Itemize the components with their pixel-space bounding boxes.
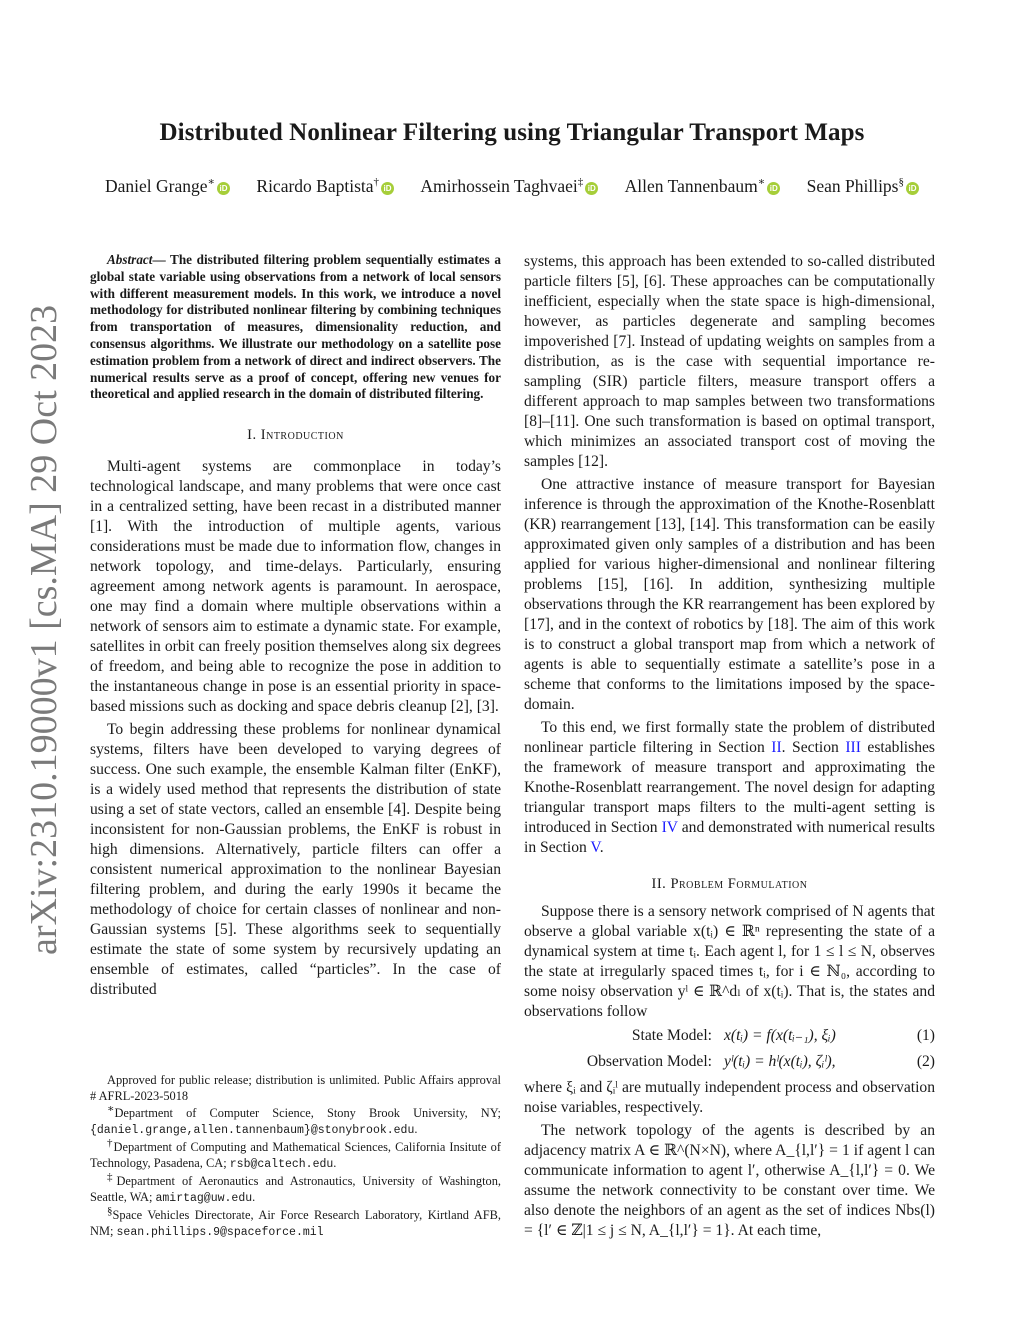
paragraph: systems, this approach has been extended to so-called distributed particle filters [5], [6]. These approaches can be computationally inefficient, especially when the state space is high-dimensional, however, as particles degenerate and sampling becomes impoverished [7]. Instead of updating weights on samples from a distribution, as is the case with sequential importance re-sampling (SIR) particle filters, measure transport offers a different approach to map samples between two transformations [8]–[11]. One such transformation is based on optimal transport, which minimizes an associated transport cost of moving the samples [12].: [524, 253, 935, 470]
text-run: To this end, we first formally state the problem of distributed nonlinear particle filtering in Section: [524, 719, 935, 756]
paragraph: To begin addressing these problems for nonlinear dynamical systems, filters have been developed to varying degrees of success. One such example, the ensemble Kalman filter (EnKF), is a widely used method that represents the distribution of state using a set of state vectors, called an ensemble [4]. Despite being inconsistent for non-Gaussian problems, the EnKF is robust in high dimensions. Alternatively, particle filters can offer a consistent numerical approximation to the nonlinear Bayesian filtering problem, and during the early 1990s it became the methodology of choice for certain classes of nonlinear and non-Gaussian systems [5]. These algorithms seek to sequentially estimate the state of some system by recursively updating an ensemble of estimates, called “particles”. In the case of distributed: [90, 721, 501, 999]
text-run: .: [333, 1155, 337, 1170]
equation-label: State Model:: [631, 1027, 712, 1044]
footnotes: [90, 1073, 501, 1242]
equation-observation-model: [524, 1052, 935, 1072]
affiliation-mark: ∗: [207, 176, 216, 189]
author-list: [0, 176, 1024, 197]
text-run: .: [414, 1121, 418, 1136]
footnote-affiliation: [90, 1204, 501, 1240]
paragraph: One attractive instance of measure transport for Bayesian inference is through the approximation of the Knothe-Rosenblatt (KR) rearrangement [13], [14]. This transformation can be easily approximated given only samples of a distribution and has been applied for various higher-dimensional and nonlinear filtering problems [15], [16]. In addition, synthesizing multiple observations through the KR rearrangement has been explored by [17], and in the context of robotics by [18]. The aim of this work is to construct a global transport map from which a network of agents is able to sequentially estimate a satellite’s pose in a scheme that conforms to the limitations imposed by the space-domain.: [524, 476, 935, 713]
orcid-icon[interactable]: iD: [381, 182, 394, 195]
footnote-affiliation: [90, 1170, 501, 1206]
equation-label: Observation Model:: [586, 1053, 712, 1070]
orcid-icon[interactable]: iD: [906, 182, 919, 195]
affiliation-mark: †: [373, 176, 380, 189]
section-link-ii[interactable]: II: [771, 739, 782, 756]
paper-title: Distributed Nonlinear Filtering using Triangular Transport Maps: [159, 119, 865, 146]
author: [625, 176, 781, 197]
affiliation-mark: §: [898, 176, 904, 189]
orcid-icon[interactable]: iD: [217, 182, 230, 195]
affiliation-mark: ‡: [577, 176, 584, 189]
email-link[interactable]: rsb@caltech.edu: [229, 1157, 334, 1171]
footnote-text: Department of Aeronautics and Astronautics, University of Washington, Seattle, WA;: [90, 1174, 501, 1204]
author: [256, 176, 394, 197]
email-link[interactable]: amirtag@uw.edu: [155, 1191, 253, 1205]
abstract: [90, 252, 501, 403]
author: [807, 176, 919, 197]
author-name: Sean Phillips: [806, 176, 899, 196]
footnote-mark: †: [107, 1136, 114, 1149]
section-link-v[interactable]: V: [590, 839, 600, 856]
affiliation-mark: ∗: [757, 176, 766, 189]
footnote-affiliation: [90, 1136, 502, 1172]
section-title: Problem Formulation: [670, 876, 808, 892]
text-run: and demonstrated with numerical results in Section: [524, 819, 935, 856]
abstract-text: The distributed filtering problem sequentially estimates a global state variable using observations from a network of local sensors with different measurement models. In this work, we introduce a novel methodology for distributed nonlinear filtering by combining techniques from transportation of measures, dimensionality reduction, and consensus algorithms. We illustrate our methodology on a satellite pose estimation problem from a network of direct and indirect observers. The numerical results serve as a proof of concept, offering new venues for theoretical and applied research in the domain of distributed filtering.: [90, 252, 502, 402]
footnote-affiliation: [90, 1102, 501, 1138]
section-title: Introduction: [260, 427, 344, 444]
text-run: .: [599, 839, 604, 856]
orcid-icon[interactable]: iD: [585, 182, 598, 195]
author-name: Amirhossein Taghvaei: [420, 176, 578, 196]
footnote-text: Department of Computing and Mathematical Sciences, California Insitute of Technology, Pasadena, CA;: [90, 1140, 502, 1170]
equation-state-model: [524, 1026, 935, 1046]
text-run: .: [252, 1189, 256, 1204]
section-heading-problem-formulation: [524, 874, 935, 894]
author: [105, 176, 230, 197]
paragraph: Suppose there is a sensory network comprised of N agents that observe a global variable x(tᵢ) ∈ ℝⁿ representing the state of a dynamical system at time tᵢ. Each agent l, for 1 ≤ l ≤ N, observes the state at irregularly spaced times tᵢ, for i ∈ ℕ₀, according to some noisy observation yˡ ∈ ℝ^dₗ of x(tᵢ). That is, the states and observations follow: [524, 903, 935, 1020]
author-name: Ricardo Baptista: [256, 176, 374, 196]
footnote-approval: Approved for public release; distribution is unlimited. Public Affairs approval # AFRL-2023-5018: [90, 1073, 501, 1103]
right-column: [524, 252, 935, 1244]
equation-number: (2): [916, 1053, 935, 1070]
equation-body: yˡ(tᵢ) = hˡ(x(tᵢ), ζᵢˡ),: [724, 1053, 836, 1070]
abstract-label: Abstract: [107, 252, 153, 267]
equation-number: (1): [916, 1027, 935, 1044]
footnote-mark: §: [107, 1204, 113, 1217]
paragraph: [524, 718, 935, 858]
paragraph: The network topology of the agents is described by an adjacency matrix A ∈ ℝ^(N×N), where A_{l,l′} = 1 if agent l can communicate information to agent l′, otherwise A_{l,l′} = 0. We assume the network connectivity to be constant over time. We also denote the neighbors of an agent as the set of indices Nbs(l) = {l′ ∈ ℤ|1 ≤ j ≤ N, A_{l,l′} = 1}. At each time,: [524, 1122, 935, 1239]
section-link-iii[interactable]: III: [845, 739, 861, 756]
arxiv-stamp-text: arXiv:2310.19000v1 [cs.MA] 29 Oct 2023: [23, 304, 65, 955]
footnote-text: Department of Computer Science, Stony Brook University, NY;: [114, 1106, 501, 1120]
left-column: [90, 252, 501, 1003]
section-link-iv[interactable]: IV: [661, 819, 678, 836]
footnote-text: Space Vehicles Directorate, Air Force Research Laboratory, Kirtland AFB, NM;: [90, 1208, 501, 1238]
orcid-icon[interactable]: iD: [767, 182, 780, 195]
section-number: II.: [651, 876, 667, 892]
text-run: . Section: [781, 739, 846, 756]
equation-body: x(tᵢ) = f(x(tᵢ₋₁), ξᵢ): [724, 1027, 836, 1044]
email-link[interactable]: {daniel.grange,allen.tannenbaum}@stonybrook.edu: [90, 1123, 415, 1137]
section-heading-introduction: [90, 425, 501, 445]
paragraph: Multi-agent systems are commonplace in today’s technological landscape, and many problems that were once cast in a centralized setting, have been recast in a distributed manner [1]. With the introduction of multiple agents, various considerations must be made due to information flow, changes in network topology, and time-delays. Particularly, ensuring agreement among network agents is paramount. In aerospace, one may find a domain where multiple observations within a network of sensors aim to estimate a dynamic state. For example, satellites in orbit can freely position themselves along six degrees of freedom, and being able to recognize the pose in addition to the instantaneous change in pose is an essential priority in space-based missions such as docking and space debris cleanup [2], [3].: [90, 458, 501, 716]
author: [420, 176, 598, 197]
author-name: Daniel Grange: [105, 176, 208, 196]
section-number: I.: [247, 427, 257, 444]
author-name: Allen Tannenbaum: [624, 176, 758, 196]
footnote-mark: ‡: [107, 1170, 117, 1183]
abstract-separator: —: [152, 252, 171, 267]
text-run: establishes the framework of measure transport and approximating the Knothe-Rosenblatt rearrangement. The novel design for adapting triangular transport maps filters to the multi-agent setting is introduced in Section: [524, 739, 935, 836]
email-link[interactable]: sean.phillips.9@spaceforce.mil: [116, 1225, 324, 1239]
footnote-mark: ∗: [107, 1102, 115, 1115]
paragraph: where ξᵢ and ζᵢˡ are mutually independent process and observation noise variables, respectively.: [524, 1079, 935, 1116]
